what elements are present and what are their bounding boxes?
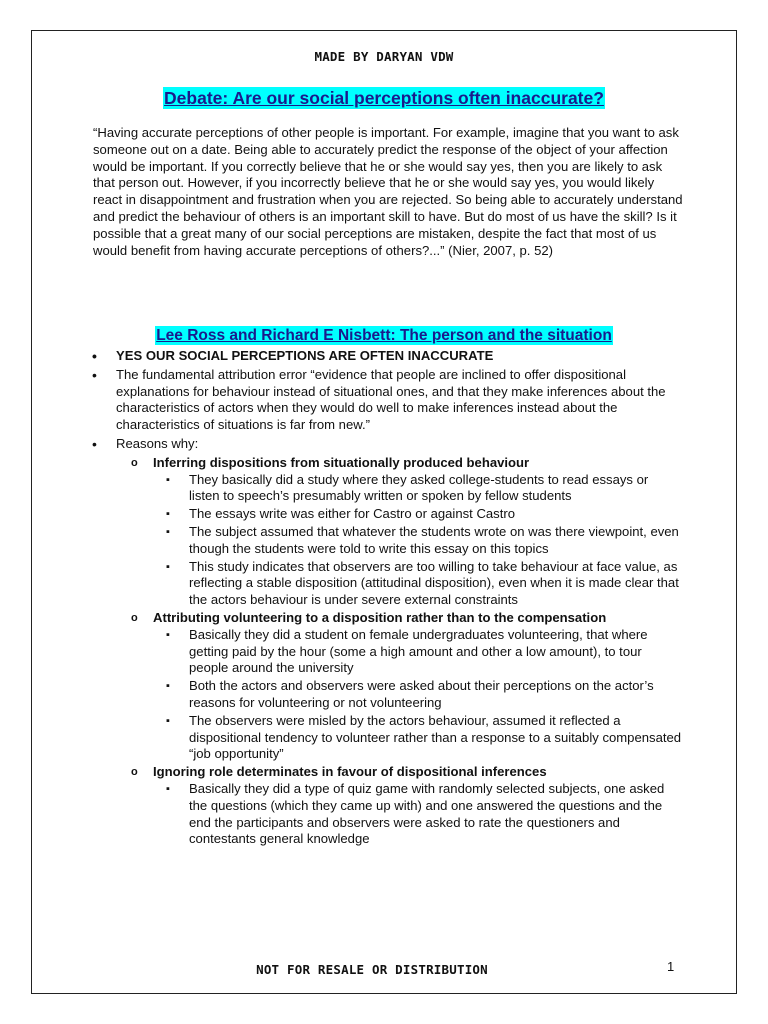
reason-point: ▪ Basically they did a student on female undergraduates volunteering, that where getting paid by the hour (some a high amount and other a low amount), to tour people around the university <box>92 627 682 677</box>
reason-point: ▪ This study indicates that observers are too willing to take behaviour at face value, as reflecting a stable disposition (attitudinal disposition), even when it is made clear that the actors behaviour is under severe external constraints <box>92 559 682 609</box>
reason-point: ▪ The observers were misled by the actors behaviour, assumed it reflected a dispositional tendency to volunteer rather than a response to a suitably compensated “job opportunity” <box>92 713 682 763</box>
page-number: 1 <box>667 959 675 974</box>
reason-heading: o Inferring dispositions from situationally produced behaviour <box>92 455 682 472</box>
top-bullet-list <box>92 348 682 453</box>
section-title-container <box>0 327 768 345</box>
bullet-thesis: • YES OUR SOCIAL PERCEPTIONS ARE OFTEN INACCURATE <box>92 348 682 365</box>
section-title: Lee Ross and Richard E Nisbett: The person and the situation <box>156 327 612 344</box>
main-content <box>92 348 682 849</box>
bullet-reasons: • Reasons why: <box>92 436 682 453</box>
intro-quote: “Having accurate perceptions of other people is important. For example, imagine that you want to ask someone out on a date. Being able to accurately predict the response of the object of your affection would be important. If you correctly believe that he or she would say yes, then you are likely to ask that person out. However, if you incorrectly believe that he or she would say yes, you would likely react in disappointment and frustration when you are rejected. So being able to accurately understand and predict the behaviour of others is an important skill to have. But do most of us have the skill? Is it possible that a great many of our social perceptions are mistaken, despite the fact that most of us would benefit from having accurate perceptions of others?...” (Nier, 2007, p. 52) <box>93 125 683 258</box>
reason-point: ▪ Both the actors and observers were asked about their perceptions on the actor’s reasons for volunteering or not volunteering <box>92 678 682 712</box>
page-header: MADE BY DARYAN VDW <box>314 49 454 64</box>
title-container <box>0 88 768 109</box>
reason-1 <box>92 455 682 609</box>
reason-heading: o Ignoring role determinates in favour of dispositional inferences <box>92 764 682 781</box>
reason-point: ▪ Basically they did a type of quiz game with randomly selected subjects, one asked the questions (which they came up with) and one answered the questions and the end the participants and observers were asked to rate the questioners and contestants general knowledge <box>92 781 682 848</box>
reason-point: ▪ The essays write was either for Castro or against Castro <box>92 506 682 523</box>
document-title: Debate: Are our social perceptions often inaccurate? <box>164 88 604 108</box>
reason-3 <box>92 764 682 848</box>
reason-2 <box>92 610 682 763</box>
reason-point: ▪ The subject assumed that whatever the students wrote on was there viewpoint, even though the students were told to write this essay on this topics <box>92 524 682 558</box>
page-footer: NOT FOR RESALE OR DISTRIBUTION <box>256 962 488 977</box>
bullet-fundamental-attribution-error: • The fundamental attribution error “evidence that people are inclined to offer dispositional explanations for behaviour instead of situational ones, and that they make inferences about the characteristics of actors when they would do well to make inferences instead about the characteristics of situations is far from new.” <box>92 367 682 434</box>
reason-heading: o Attributing volunteering to a disposition rather than to the compensation <box>92 610 682 627</box>
reason-point: ▪ They basically did a study where they asked college-students to read essays or listen to speech’s presumably written or spoken by fellow students <box>92 472 682 506</box>
